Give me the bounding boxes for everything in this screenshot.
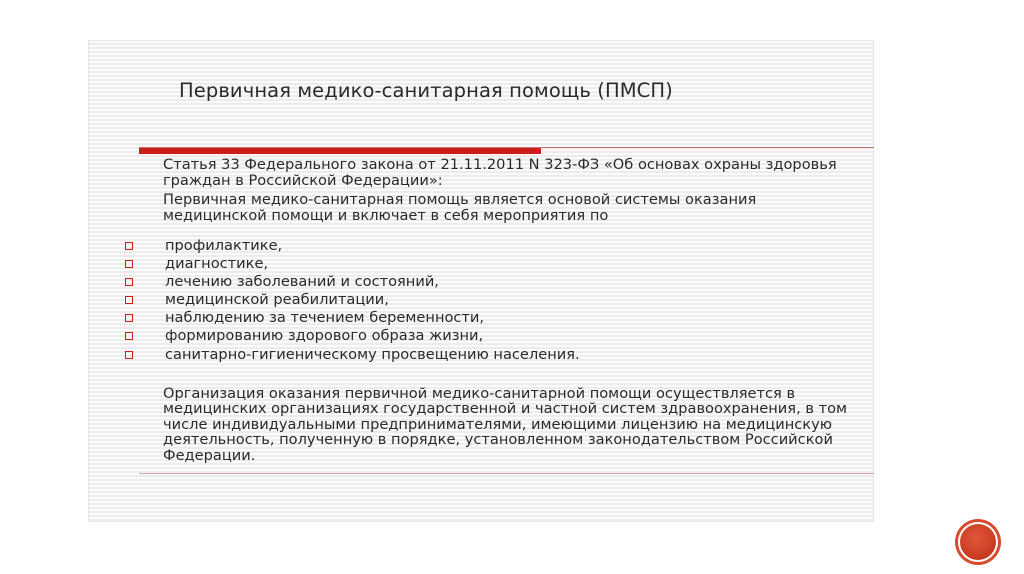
hollow-square-icon (125, 260, 133, 268)
list-item-text: наблюдению за течением беременности, (165, 309, 485, 327)
title-accent-bar (139, 148, 541, 154)
slide-image (88, 40, 874, 522)
hollow-square-icon (125, 278, 133, 286)
list-item-text: санитарно-гигиеническому просвещению населения. (165, 345, 580, 363)
law-reference-text: Статья 33 Федерального закона от 21.11.2011 N 323-ФЗ «Об основах охраны здоровья граждан в Российской Федерации»: (163, 156, 837, 189)
hollow-square-icon (125, 332, 133, 340)
hollow-square-icon (125, 314, 133, 322)
list-item-text: профилактике, (165, 237, 283, 254)
lead-paragraph: Первичная медико-санитарная помощь является основой системы оказания медицинской помощи и включает в себя мероприятия по (163, 191, 757, 224)
hollow-square-icon (125, 242, 133, 250)
list-item-text: формированию здорового образа жизни, (165, 327, 484, 345)
hollow-square-icon (125, 296, 133, 304)
list-item-text: диагностике, (165, 255, 269, 273)
closing-paragraph: Организация оказания первичной медико-санитарной помощи осуществляется в медицинских организациях государственной и частной систем здравоохранения, в том числе индивидуальными предпринимателями, имеющими лицензию на медицинскую деятельность, полученную в порядке, установленном законодательством Российской Федерации. (163, 385, 848, 464)
hollow-square-icon (125, 351, 133, 359)
list-item-text: лечению заболеваний и состояний, (165, 273, 439, 291)
list-item-text: медицинской реабилитации, (165, 291, 389, 309)
circle-nav-icon[interactable] (958, 522, 998, 562)
slide-title: Первичная медико-санитарная помощь (ПМСП) (179, 79, 673, 102)
bottom-divider-line (139, 473, 874, 474)
